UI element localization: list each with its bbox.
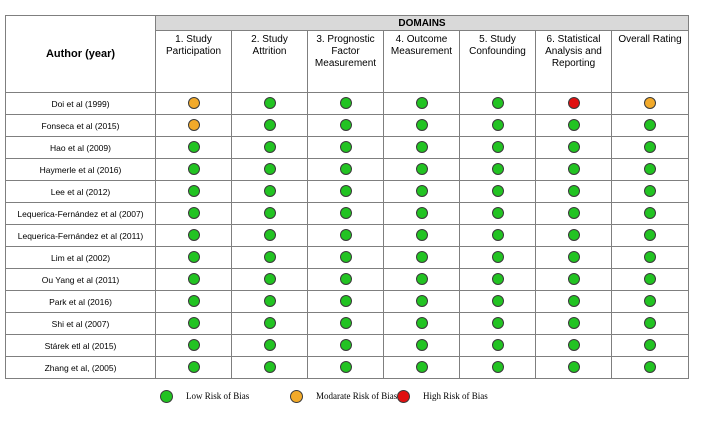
rating-cell (156, 225, 232, 247)
rating-cell (308, 159, 384, 181)
low-risk-swatch (160, 390, 173, 403)
rating-cell (384, 269, 460, 291)
low-risk-dot (264, 273, 276, 285)
rating-cell (612, 159, 689, 181)
low-risk-dot (416, 317, 428, 329)
author-cell: Ou Yang et al (2011) (6, 269, 156, 291)
rating-cell (156, 181, 232, 203)
low-risk-dot (340, 119, 352, 131)
low-risk-dot (492, 251, 504, 263)
domain-header-6: 6. Statistical Analysis and Reporting (536, 31, 612, 93)
rating-cell (384, 93, 460, 115)
low-risk-dot (416, 163, 428, 175)
table-body (6, 93, 689, 379)
rating-cell (384, 313, 460, 335)
low-risk-dot (340, 339, 352, 351)
rating-cell (536, 335, 612, 357)
rating-cell (232, 313, 308, 335)
legend-low (160, 388, 249, 404)
rating-cell (612, 137, 689, 159)
rating-cell (308, 291, 384, 313)
rating-cell (232, 291, 308, 313)
rating-cell (156, 357, 232, 379)
rating-cell (460, 137, 536, 159)
low-risk-dot (568, 163, 580, 175)
author-year-header: Author (year) (6, 16, 156, 93)
rating-cell (308, 93, 384, 115)
moderate-risk-dot (188, 97, 200, 109)
rating-cell (612, 115, 689, 137)
low-risk-dot (568, 141, 580, 153)
low-risk-dot (188, 361, 200, 373)
low-risk-dot (264, 97, 276, 109)
low-risk-dot (340, 251, 352, 263)
low-risk-dot (644, 185, 656, 197)
low-risk-dot (416, 295, 428, 307)
low-risk-dot (264, 141, 276, 153)
low-risk-dot (644, 163, 656, 175)
rating-cell (612, 335, 689, 357)
rating-cell (536, 247, 612, 269)
low-risk-dot (340, 273, 352, 285)
rating-cell (460, 313, 536, 335)
domain-header-2: 2. Study Attrition (232, 31, 308, 93)
rating-cell (232, 203, 308, 225)
rating-cell (308, 247, 384, 269)
legend-moderate (290, 388, 397, 404)
rating-cell (536, 181, 612, 203)
low-risk-dot (416, 339, 428, 351)
low-risk-dot (644, 361, 656, 373)
legend-high (397, 388, 488, 404)
low-risk-dot (568, 119, 580, 131)
rating-cell (232, 269, 308, 291)
low-risk-dot (492, 273, 504, 285)
low-risk-dot (492, 361, 504, 373)
low-risk-dot (568, 339, 580, 351)
low-risk-dot (264, 185, 276, 197)
low-risk-dot (188, 163, 200, 175)
low-risk-dot (264, 251, 276, 263)
rating-cell (156, 115, 232, 137)
low-risk-dot (492, 119, 504, 131)
domain-header-3: 3. Prognostic Factor Measurement (308, 31, 384, 93)
low-risk-dot (188, 317, 200, 329)
low-risk-dot (264, 163, 276, 175)
author-cell: Lim et al (2002) (6, 247, 156, 269)
rating-cell (384, 225, 460, 247)
low-risk-dot (340, 141, 352, 153)
domain-header-4: 4. Outcome Measurement (384, 31, 460, 93)
high-risk-swatch (397, 390, 410, 403)
table-row (6, 335, 689, 357)
low-risk-dot (416, 185, 428, 197)
rating-cell (232, 181, 308, 203)
table-row (6, 137, 689, 159)
rating-cell (232, 137, 308, 159)
low-risk-dot (492, 295, 504, 307)
rating-cell (612, 269, 689, 291)
rating-cell (536, 357, 612, 379)
moderate-risk-dot (644, 97, 656, 109)
low-risk-dot (492, 185, 504, 197)
rating-cell (232, 247, 308, 269)
risk-of-bias-table (5, 15, 689, 379)
low-risk-dot (264, 207, 276, 219)
low-risk-dot (568, 361, 580, 373)
rating-cell (384, 357, 460, 379)
low-risk-dot (340, 97, 352, 109)
rating-cell (536, 291, 612, 313)
low-risk-dot (340, 185, 352, 197)
rating-cell (156, 269, 232, 291)
table-row (6, 159, 689, 181)
rating-cell (536, 313, 612, 335)
legend-low-label: Low Risk of Bias (186, 391, 250, 401)
author-cell: Haymerle et al (2016) (6, 159, 156, 181)
rating-cell (384, 291, 460, 313)
low-risk-dot (492, 339, 504, 351)
rating-cell (232, 115, 308, 137)
table-row (6, 93, 689, 115)
low-risk-dot (416, 229, 428, 241)
rating-cell (612, 181, 689, 203)
low-risk-dot (188, 251, 200, 263)
rating-cell (308, 225, 384, 247)
low-risk-dot (416, 273, 428, 285)
rating-cell (460, 93, 536, 115)
rating-cell (384, 247, 460, 269)
rating-cell (536, 115, 612, 137)
author-cell: Lequerica-Fernández et al (2007) (6, 203, 156, 225)
legend-moderate-label: Modarate Risk of Bias (316, 391, 398, 401)
moderate-risk-dot (188, 119, 200, 131)
low-risk-dot (264, 361, 276, 373)
high-risk-dot (568, 97, 580, 109)
rating-cell (536, 203, 612, 225)
low-risk-dot (644, 141, 656, 153)
rating-cell (384, 115, 460, 137)
table-row (6, 247, 689, 269)
author-cell: Lee et al (2012) (6, 181, 156, 203)
low-risk-dot (340, 317, 352, 329)
rating-cell (156, 93, 232, 115)
low-risk-dot (264, 295, 276, 307)
low-risk-dot (416, 141, 428, 153)
rating-cell (536, 93, 612, 115)
rating-cell (460, 357, 536, 379)
rating-cell (612, 291, 689, 313)
rating-cell (384, 137, 460, 159)
table-row (6, 269, 689, 291)
rating-cell (612, 313, 689, 335)
rating-cell (536, 137, 612, 159)
rating-cell (612, 93, 689, 115)
author-cell: Zhang et al, (2005) (6, 357, 156, 379)
rating-cell (460, 225, 536, 247)
rating-cell (308, 181, 384, 203)
author-cell: Hao et al (2009) (6, 137, 156, 159)
low-risk-dot (568, 251, 580, 263)
author-cell: Park et al (2016) (6, 291, 156, 313)
low-risk-dot (644, 251, 656, 263)
rating-cell (308, 137, 384, 159)
low-risk-dot (264, 119, 276, 131)
rating-cell (232, 335, 308, 357)
rating-cell (460, 181, 536, 203)
low-risk-dot (264, 339, 276, 351)
rating-cell (308, 357, 384, 379)
table-row (6, 357, 689, 379)
rating-cell (156, 159, 232, 181)
rating-cell (156, 203, 232, 225)
low-risk-dot (188, 185, 200, 197)
domain-header-5: 5. Study Confounding (460, 31, 536, 93)
low-risk-dot (644, 339, 656, 351)
author-cell: Doi et al (1999) (6, 93, 156, 115)
low-risk-dot (644, 229, 656, 241)
table-row (6, 225, 689, 247)
low-risk-dot (188, 229, 200, 241)
low-risk-dot (644, 317, 656, 329)
rating-cell (536, 269, 612, 291)
low-risk-dot (416, 361, 428, 373)
moderate-risk-swatch (290, 390, 303, 403)
author-cell: Fonseca et al (2015) (6, 115, 156, 137)
rating-cell (308, 313, 384, 335)
rating-cell (384, 203, 460, 225)
low-risk-dot (264, 229, 276, 241)
low-risk-dot (188, 339, 200, 351)
low-risk-dot (492, 97, 504, 109)
table-row (6, 313, 689, 335)
rating-cell (232, 159, 308, 181)
rating-cell (308, 115, 384, 137)
rating-cell (384, 159, 460, 181)
low-risk-dot (416, 251, 428, 263)
low-risk-dot (416, 119, 428, 131)
low-risk-dot (416, 97, 428, 109)
author-cell: Lequerica-Fernández et al (2011) (6, 225, 156, 247)
low-risk-dot (568, 207, 580, 219)
rating-cell (308, 203, 384, 225)
low-risk-dot (188, 207, 200, 219)
rating-cell (612, 357, 689, 379)
low-risk-dot (492, 317, 504, 329)
low-risk-dot (568, 229, 580, 241)
rating-cell (384, 335, 460, 357)
rating-cell (612, 203, 689, 225)
rating-cell (156, 335, 232, 357)
low-risk-dot (644, 207, 656, 219)
low-risk-dot (188, 273, 200, 285)
low-risk-dot (188, 141, 200, 153)
legend-high-label: High Risk of Bias (423, 391, 488, 401)
low-risk-dot (492, 207, 504, 219)
table-row (6, 203, 689, 225)
low-risk-dot (568, 273, 580, 285)
rating-cell (612, 225, 689, 247)
rating-cell (460, 335, 536, 357)
table-row (6, 115, 689, 137)
rating-cell (308, 269, 384, 291)
rating-cell (536, 225, 612, 247)
rating-cell (232, 357, 308, 379)
rating-cell (460, 247, 536, 269)
rating-cell (156, 137, 232, 159)
rating-cell (460, 291, 536, 313)
low-risk-dot (340, 207, 352, 219)
low-risk-dot (644, 119, 656, 131)
rating-cell (156, 313, 232, 335)
rating-cell (308, 335, 384, 357)
rating-cell (460, 159, 536, 181)
rating-cell (384, 181, 460, 203)
domain-header-1: 1. Study Participation (156, 31, 232, 93)
low-risk-dot (492, 229, 504, 241)
low-risk-dot (568, 185, 580, 197)
rating-cell (232, 93, 308, 115)
rating-cell (232, 225, 308, 247)
low-risk-dot (416, 207, 428, 219)
table-row (6, 181, 689, 203)
low-risk-dot (568, 295, 580, 307)
domain-header-7: Overall Rating (612, 31, 689, 93)
rating-cell (460, 115, 536, 137)
low-risk-dot (340, 229, 352, 241)
rating-cell (156, 291, 232, 313)
low-risk-dot (264, 317, 276, 329)
low-risk-dot (644, 273, 656, 285)
low-risk-dot (188, 295, 200, 307)
table-row (6, 291, 689, 313)
author-cell: Shi et al (2007) (6, 313, 156, 335)
rating-cell (460, 269, 536, 291)
rating-cell (460, 203, 536, 225)
rating-cell (612, 247, 689, 269)
rating-cell (536, 159, 612, 181)
rating-cell (156, 247, 232, 269)
low-risk-dot (340, 361, 352, 373)
low-risk-dot (644, 295, 656, 307)
low-risk-dot (492, 141, 504, 153)
author-cell: Stárek etl al (2015) (6, 335, 156, 357)
low-risk-dot (568, 317, 580, 329)
low-risk-dot (340, 295, 352, 307)
low-risk-dot (340, 163, 352, 175)
domains-header: DOMAINS (156, 16, 689, 31)
low-risk-dot (492, 163, 504, 175)
